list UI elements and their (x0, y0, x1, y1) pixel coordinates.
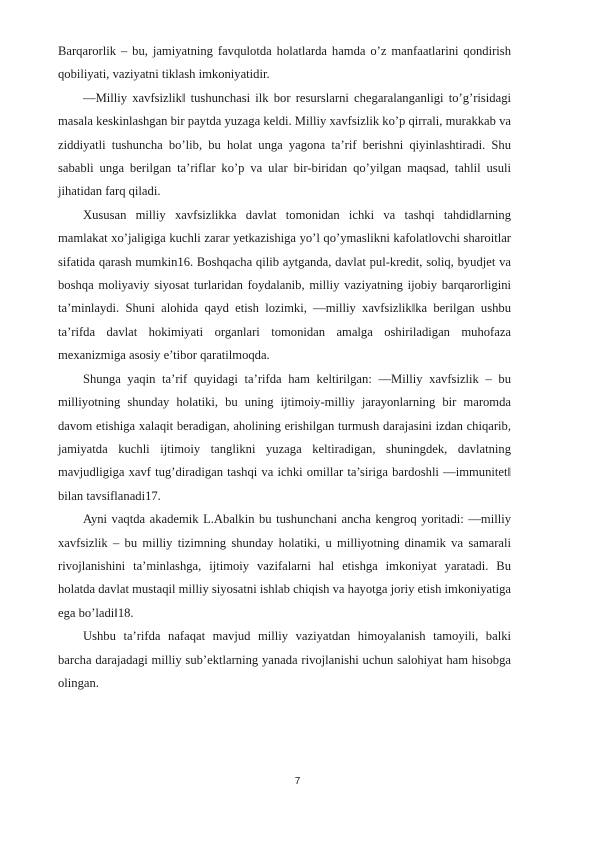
page-number: 7 (294, 776, 301, 787)
paragraph-1: Barqarorlik – bu, jamiyatning favqulotda holatlarda hamda o’z manfaatlarini qondirish qobiliyati, vaziyatni tiklash imkoniyatidir. (58, 44, 511, 82)
body-text (58, 40, 511, 695)
paragraph-2: ―Milliy xavfsizlik‖ tushunchasi ilk bor resurslarni chegaralanganligi to’g’risidagi masala keskinlashgan bir paytda yuzaga keldi. Milliy xavfsizlik ko’p qirrali, murakkab va ziddiyatli tushuncha bo’lib, bu holat unga yagona ta’rif berishni qiyinlashtiradi. Shu sababli unga berilgan ta’riflar ko’p va ular bir-biridan qo’yilgan maqsad, tahlil usuli jihatidan farq qiladi. (58, 90, 511, 199)
paragraph-3: Xususan milliy xavfsizlikka davlat tomonidan ichki va tashqi tahdidlarning mamlakat xo’jaligiga kuchli zarar yetkazishiga yo’l qo’ymaslikni kafolatlovchi sharoitlar sifatida qarash mumkin16. Boshqacha qilib aytganda, davlat pul-kredit, soliq, byudjet va boshqa moliyaviy siyosat turlaridan foydalanib, milliy vaziyatning ijobiy barqarorligini ta’minlaydi. Shuni alohida qayd etish lozimki, ―milliy xavfsizlik‖ka berilgan ushbu ta’rifda davlat hokimiyati organlari tomonidan amalga oshiriladigan muhofaza mexanizmiga asosiy e’tibor qaratilmoqda. (58, 207, 511, 363)
paragraph-5: Ayni vaqtda akademik L.Abalkin bu tushunchani ancha kengroq yoritadi: ―milliy xavfsizlik – bu milliy tizimning shunday holatiki, u milliyotning dinamik va samarali rivojlanishini ta’minlashga, ijtimoiy vazifalarni hal etishga imkoniyat yaratadi. Bu holatda davlat mustaqil milliy siyosatni ishlab chiqish va hayotga joriy etish imkoniyatiga ega bo’ladi‖18. (58, 512, 511, 620)
paragraph-4: Shunga yaqin ta’rif quyidagi ta’rifda ham keltirilgan: ―Milliy xavfsizlik – bu milliyotning shunday holatiki, bu uning ijtimoiy-milliy jarayonlarning bir maromda davom etishiga xalaqit beradigan, aholining erishilgan turmush darajasini izdan chiqarib, jamiyatda kuchli ijtimoiy tanglikni yuzaga keltiradigan, shuningdek, davlatning mavjudligiga xavf tug’diradigan tashqi va ichki omillar ta’siriga bardoshli ―immunitet‖ bilan tavsiflanadi17. (58, 371, 511, 503)
paragraph-6: Ushbu ta’rifda nafaqat mavjud milliy vaziyatdan himoyalanish tamoyili, balki barcha darajadagi milliy sub’ektlarning yanada rivojlanishi uchun salohiyat ham hisobga olingan. (58, 629, 511, 690)
